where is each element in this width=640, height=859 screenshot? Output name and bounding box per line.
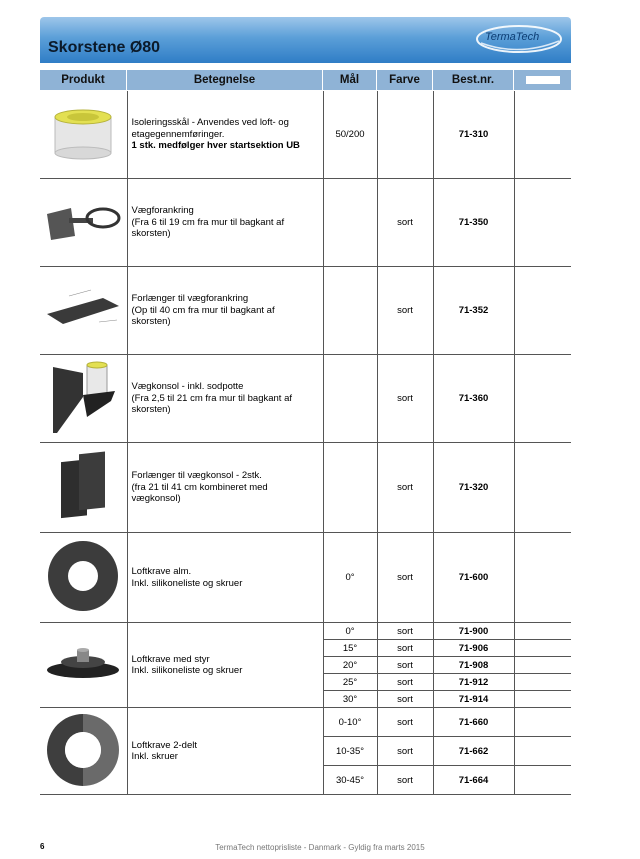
insulation-ring-icon	[43, 103, 123, 163]
product-color: sort	[377, 179, 433, 267]
product-color: sort	[377, 766, 433, 795]
product-size	[323, 355, 377, 443]
product-color: sort	[377, 623, 433, 640]
product-image	[40, 533, 127, 623]
product-size: 0°	[323, 533, 377, 623]
collar-with-guide-icon	[41, 644, 125, 684]
console-extension-icon	[43, 446, 123, 526]
product-image	[40, 179, 127, 267]
product-color: sort	[377, 267, 433, 355]
product-size	[323, 267, 377, 355]
product-description: Loftkrave 2-delt Inkl. skruer	[127, 708, 323, 795]
product-size: 20°	[323, 657, 377, 674]
product-size: 10-35°	[323, 737, 377, 766]
product-size: 30°	[323, 691, 377, 708]
product-number: 71-900	[433, 623, 514, 640]
product-image	[40, 267, 127, 355]
split-collar-icon	[43, 710, 123, 790]
bracket-extension-icon	[43, 284, 123, 334]
product-image	[40, 443, 127, 533]
product-size: 15°	[323, 640, 377, 657]
product-description: Loftkrave alm. Inkl. silikoneliste og skruer	[127, 533, 323, 623]
product-color: sort	[377, 737, 433, 766]
product-number: 71-360	[433, 355, 514, 443]
table-row	[40, 91, 571, 179]
product-number: 71-350	[433, 179, 514, 267]
product-description: Vægkonsol - inkl. sodpotte (Fra 2,5 til 21 cm fra mur til bagkant af skorsten)	[127, 355, 323, 443]
column-header-farve: Farve	[377, 70, 433, 90]
product-description: Isoleringsskål - Anvendes ved loft- og etagegennemføringer. 1 stk. medfølger hver startsektion UB	[127, 91, 323, 179]
product-table	[40, 91, 571, 795]
product-size: 30-45°	[323, 766, 377, 795]
product-size: 25°	[323, 674, 377, 691]
product-number: 71-906	[433, 640, 514, 657]
page-number: 6	[40, 842, 45, 851]
product-description: Forlænger til vægkonsol - 2stk. (fra 21 til 41 cm kombineret med vægkonsol)	[127, 443, 323, 533]
product-color: sort	[377, 674, 433, 691]
product-description: Forlænger til vægforankring (Op til 40 cm fra mur til bagkant af skorsten)	[127, 267, 323, 355]
product-number: 71-912	[433, 674, 514, 691]
table-row	[40, 355, 571, 443]
table-row	[40, 267, 571, 355]
product-number: 71-320	[433, 443, 514, 533]
product-number: 71-662	[433, 737, 514, 766]
product-number: 71-908	[433, 657, 514, 674]
header-banner	[40, 17, 571, 63]
product-color: sort	[377, 443, 433, 533]
product-size	[323, 179, 377, 267]
product-color: sort	[377, 691, 433, 708]
product-number: 71-664	[433, 766, 514, 795]
wall-bracket-icon	[43, 196, 123, 246]
product-color: sort	[377, 657, 433, 674]
column-header-blank	[514, 70, 571, 90]
product-size: 0°	[323, 623, 377, 640]
column-header-betegnelse: Betegnelse	[127, 70, 323, 90]
product-number: 71-352	[433, 267, 514, 355]
wall-console-icon	[43, 357, 123, 437]
product-size: 0-10°	[323, 708, 377, 737]
ceiling-collar-icon	[43, 536, 123, 616]
footer-text: TermaTech nettoprisliste - Danmark - Gyldig fra marts 2015	[215, 843, 425, 852]
product-color: sort	[377, 533, 433, 623]
product-image	[40, 91, 127, 179]
product-image	[40, 355, 127, 443]
logo-text: TermaTech	[485, 31, 540, 43]
column-header-maal: Mål	[323, 70, 377, 90]
product-color	[377, 91, 433, 179]
product-size: 50/200	[323, 91, 377, 179]
column-header-bestnr: Best.nr.	[433, 70, 514, 90]
product-number: 71-600	[433, 533, 514, 623]
termatech-logo	[475, 23, 563, 55]
product-size	[323, 443, 377, 533]
product-number: 71-660	[433, 708, 514, 737]
table-row	[40, 623, 571, 640]
product-image	[40, 708, 127, 795]
product-description: Loftkrave med styr Inkl. silikoneliste og skruer	[127, 623, 323, 708]
product-image	[40, 623, 127, 708]
table-header	[40, 70, 571, 90]
product-description: Vægforankring (Fra 6 til 19 cm fra mur til bagkant af skorsten)	[127, 179, 323, 267]
page-title: Skorstene Ø80	[48, 39, 161, 56]
table-row	[40, 443, 571, 533]
table-row	[40, 533, 571, 623]
product-color: sort	[377, 708, 433, 737]
product-number: 71-310	[433, 91, 514, 179]
product-number: 71-914	[433, 691, 514, 708]
column-header-produkt: Produkt	[40, 70, 127, 90]
table-row	[40, 708, 571, 737]
table-row	[40, 179, 571, 267]
product-color: sort	[377, 640, 433, 657]
product-color: sort	[377, 355, 433, 443]
